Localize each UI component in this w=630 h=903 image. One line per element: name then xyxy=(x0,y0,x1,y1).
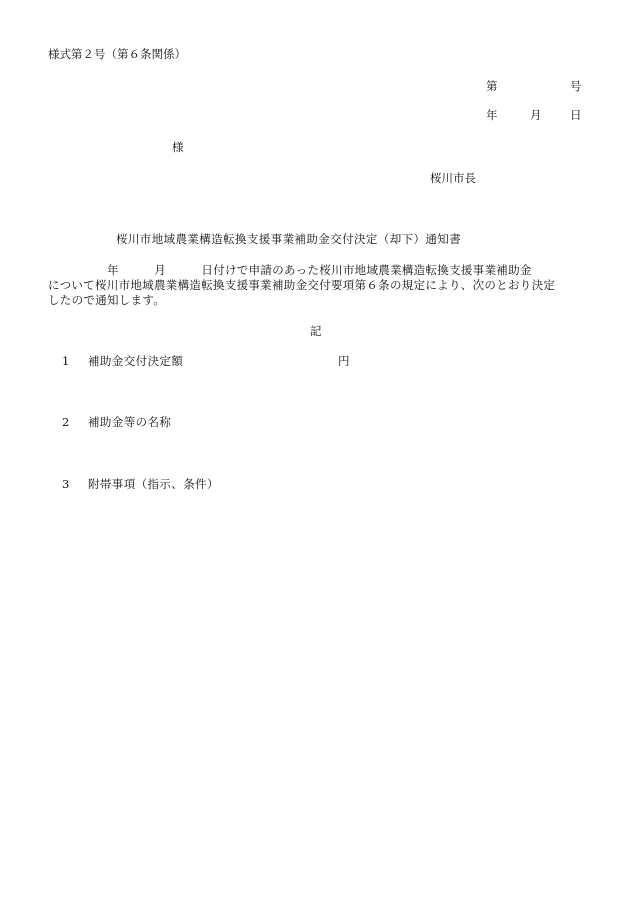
item-1-number: 1 xyxy=(62,354,70,368)
date-year-label: 年 xyxy=(486,108,498,122)
document-number-label: 第 xyxy=(486,79,498,93)
item-2-number: 2 xyxy=(62,415,70,429)
body-text-line-1: 年 月 日付けで申請のあった桜川市地域農業構造転換支援事業補助金 xyxy=(48,263,532,277)
date-day-label: 日 xyxy=(570,108,582,122)
date-month-label: 月 xyxy=(530,108,542,122)
body-text-line-3: したので通知します。 xyxy=(48,293,166,307)
issuer-name: 桜川市長 xyxy=(430,171,476,185)
ki-heading: 記 xyxy=(310,324,322,338)
form-number: 様式第２号（第６条関係） xyxy=(48,47,186,61)
body-text-line-2: について桜川市地域農業構造転換支援事業補助金交付要項第６条の規定により、次のとおり決定 xyxy=(48,278,556,292)
document-title: 桜川市地域農業構造転換支援事業補助金交付決定（却下）通知書 xyxy=(116,232,462,246)
item-3-number: 3 xyxy=(62,477,70,491)
item-2-label: 補助金等の名称 xyxy=(88,415,172,429)
item-1-label: 補助金交付決定額 xyxy=(88,354,184,368)
item-3-label: 附帯事項（指示、条件） xyxy=(88,477,219,491)
document-number-suffix: 号 xyxy=(570,79,582,93)
recipient-honorific: 様 xyxy=(172,140,184,154)
item-1-unit: 円 xyxy=(338,354,350,368)
